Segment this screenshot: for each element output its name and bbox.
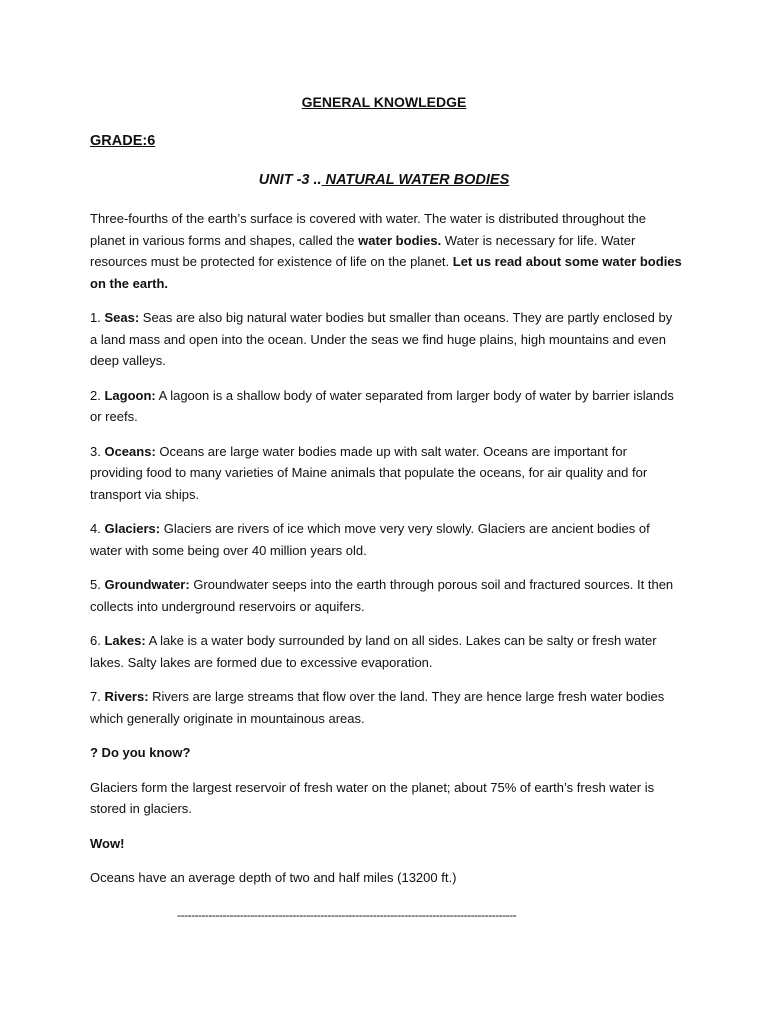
list-item-lagoon: [90, 385, 682, 428]
list-item-groundwater: [90, 574, 682, 617]
wow-heading: Wow!: [90, 835, 125, 851]
item-text: Oceans are large water bodies made up with salt water. Oceans are important for providing food to many varieties of Maine animals that populate the oceans, for air quality and for transport via ships.: [90, 443, 648, 502]
item-term: Lakes:: [104, 633, 146, 648]
list-item-lakes: [90, 630, 682, 673]
list-item-seas: [90, 307, 682, 372]
item-text: Glaciers are rivers of ice which move very very slowly. Glaciers are ancient bodies of water with some being over 40 million years old.: [90, 521, 650, 558]
item-number: 7.: [90, 689, 105, 704]
divider-line: -------------------------------------------------------------------------------------------------: [177, 908, 517, 922]
wow-text: Oceans have an average depth of two and half miles (13200 ft.): [90, 870, 457, 885]
do-you-know-text: Glaciers form the largest reservoir of fresh water on the planet; about 75% of earth’s fresh water is stored in glaciers.: [90, 779, 655, 816]
item-term: Lagoon:: [104, 387, 156, 403]
item-text: Rivers are large streams that flow over the land. They are hence large fresh water bodies which generally originate in mountainous areas.: [90, 689, 665, 726]
item-number: 1.: [90, 310, 105, 325]
intro-bold-1: water bodies.: [358, 232, 442, 248]
item-term: Groundwater:: [104, 577, 190, 592]
item-number: 2.: [90, 387, 105, 403]
list-item-oceans: [90, 441, 682, 506]
item-text: Groundwater seeps into the earth through porous soil and fractured sources. It then collects into underground reservoirs or aquifers.: [90, 577, 674, 614]
intro-text-1: Three-fourths of the earth’s surface is covered with water. The water is distributed throughout the planet in various forms and shapes, called the: [90, 211, 646, 248]
item-number: 4.: [90, 521, 105, 536]
unit-prefix: UNIT -3 ..: [258, 172, 322, 188]
item-number: 6.: [90, 633, 105, 648]
item-term: Rivers:: [104, 689, 149, 704]
item-term: Glaciers:: [104, 521, 161, 536]
document-body: [90, 208, 682, 902]
intro-bold-2: Let us read about some water bodies on the earth.: [90, 254, 682, 291]
item-number: 5.: [90, 577, 105, 592]
unit-title: NATURAL WATER BODIES: [321, 172, 510, 188]
item-text: Seas are also big natural water bodies but smaller than oceans. They are partly enclosed by a land mass and open into the ocean. Under the seas we find huge plains, high mountains and even deep valleys.: [90, 310, 673, 368]
unit-heading: [0, 172, 768, 188]
page-title: GENERAL KNOWLEDGE: [301, 94, 467, 110]
grade-heading: GRADE:6: [90, 133, 156, 149]
intro-paragraph: [90, 208, 682, 294]
item-term: Seas:: [104, 310, 140, 325]
item-term: Oceans:: [104, 443, 156, 459]
item-text: A lagoon is a shallow body of water separated from larger body of water by barrier islands or reefs.: [90, 387, 674, 424]
item-text: A lake is a water body surrounded by land on all sides. Lakes can be salty or fresh water lakes. Salty lakes are formed due to excessive evaporation.: [90, 633, 657, 670]
item-number: 3.: [90, 443, 105, 459]
do-you-know-heading: ? Do you know?: [90, 745, 191, 760]
list-item-glaciers: [90, 518, 682, 561]
intro-text-2: Water is necessary for life. Water resources must be protected for existence of life on the planet.: [90, 232, 636, 269]
list-item-rivers: [90, 686, 682, 729]
